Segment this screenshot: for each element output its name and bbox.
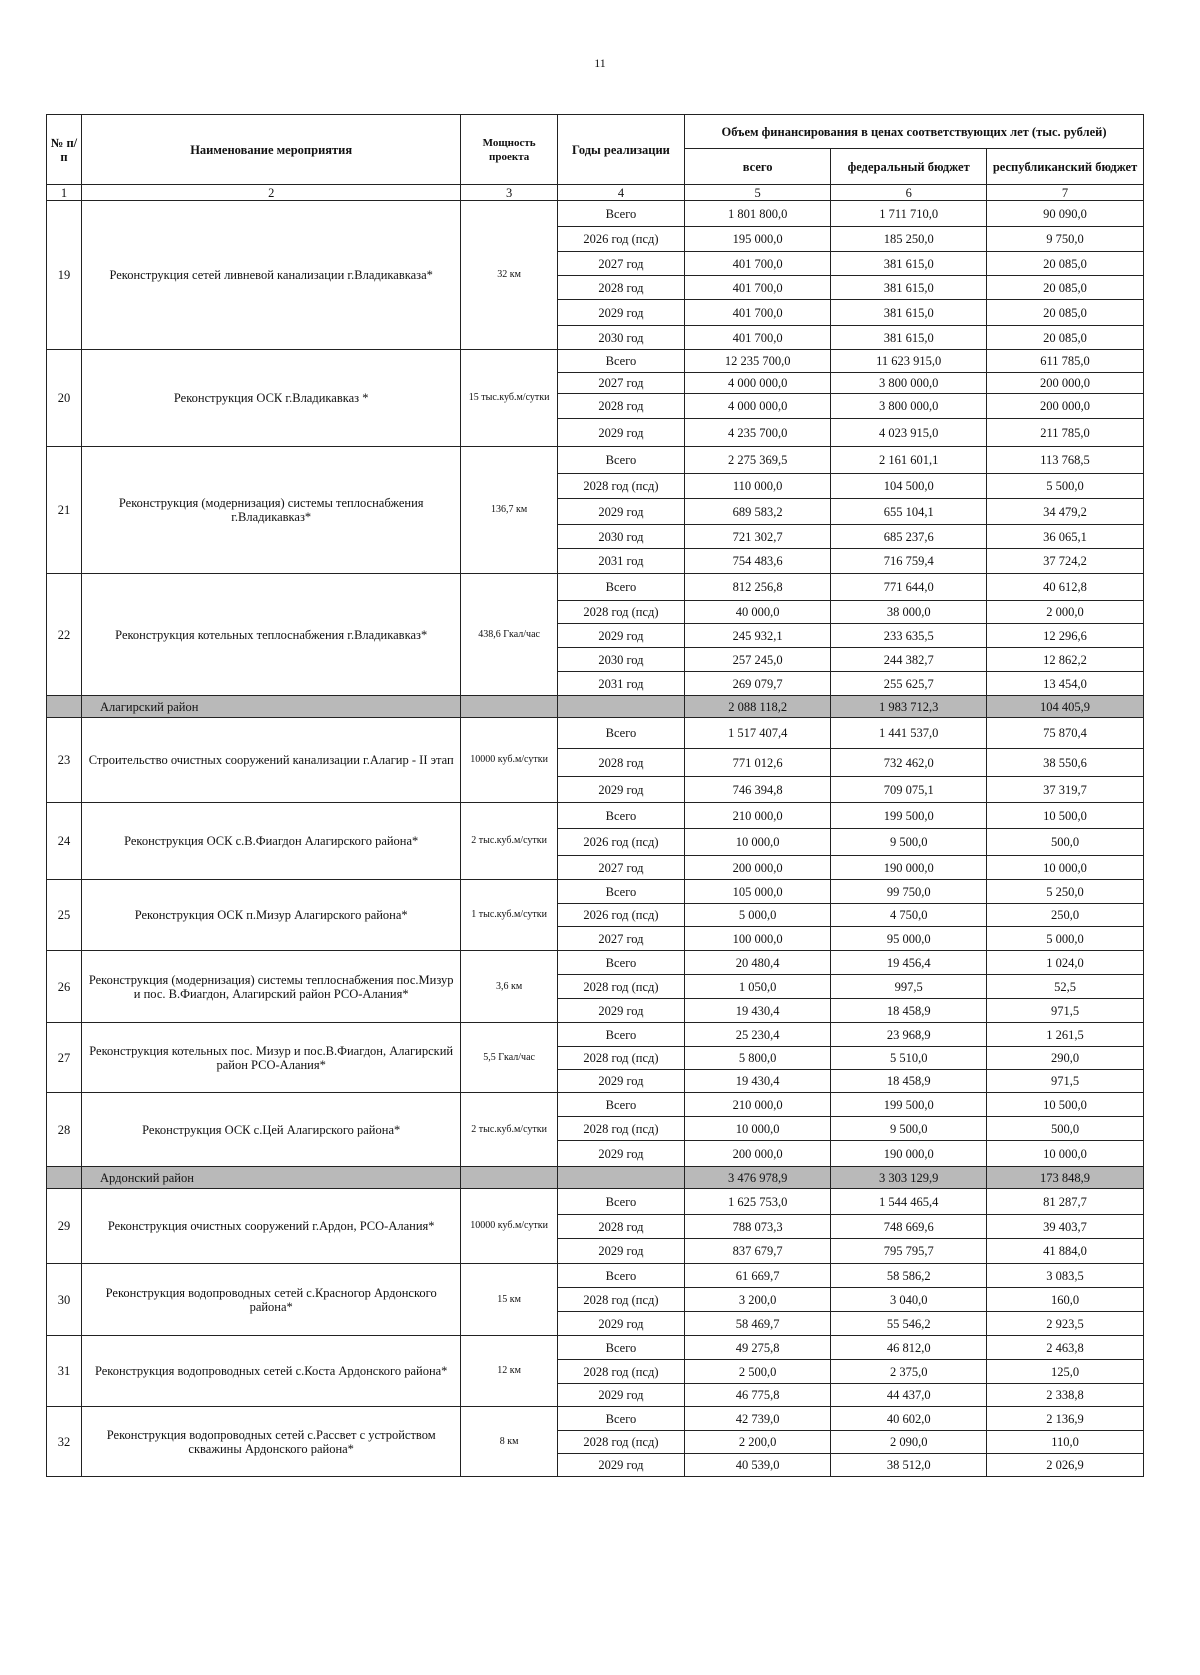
amount-federal: 1 544 465,4 [831, 1189, 987, 1215]
header-num: № п/п [47, 115, 82, 185]
year-label: 2030 год [557, 525, 684, 549]
amount-federal: 748 669,6 [831, 1215, 987, 1239]
district-federal: 3 303 129,9 [831, 1167, 987, 1189]
amount-republic: 20 085,0 [987, 326, 1144, 350]
amount-republic: 2 338,8 [987, 1384, 1144, 1407]
year-label: Всего [557, 1407, 684, 1431]
year-label: 2028 год (псд) [557, 601, 684, 624]
item-number: 29 [47, 1189, 82, 1264]
item-name: Строительство очистных сооружений канализации г.Алагир - II этап [81, 718, 460, 803]
amount-republic: 5 500,0 [987, 474, 1144, 499]
amount-total: 10 000,0 [685, 1117, 831, 1141]
table-row [47, 574, 1144, 601]
amount-republic: 211 785,0 [987, 419, 1144, 447]
amount-federal: 3 040,0 [831, 1288, 987, 1312]
amount-republic: 500,0 [987, 829, 1144, 856]
year-label: Всего [557, 718, 684, 749]
column-number: 5 [685, 185, 831, 201]
amount-total: 200 000,0 [685, 1141, 831, 1167]
amount-federal: 95 000,0 [831, 927, 987, 951]
amount-total: 4 235 700,0 [685, 419, 831, 447]
header-name: Наименование мероприятия [81, 115, 460, 185]
item-number: 21 [47, 447, 82, 574]
amount-total: 5 000,0 [685, 904, 831, 927]
table-row [47, 1093, 1144, 1117]
amount-total: 42 739,0 [685, 1407, 831, 1431]
amount-total: 25 230,4 [685, 1023, 831, 1047]
amount-total: 1 050,0 [685, 975, 831, 999]
amount-republic: 9 750,0 [987, 227, 1144, 252]
amount-total: 19 430,4 [685, 1070, 831, 1093]
amount-total: 837 679,7 [685, 1239, 831, 1264]
year-label: 2028 год (псд) [557, 975, 684, 999]
amount-republic: 160,0 [987, 1288, 1144, 1312]
amount-federal: 732 462,0 [831, 749, 987, 777]
amount-total: 245 932,1 [685, 624, 831, 648]
amount-republic: 290,0 [987, 1047, 1144, 1070]
amount-republic: 12 862,2 [987, 648, 1144, 672]
funding-table [46, 114, 1144, 1477]
table-body [47, 201, 1144, 1477]
item-power: 2 тыс.куб.м/сутки [461, 1093, 557, 1167]
year-label: 2029 год [557, 499, 684, 525]
amount-federal: 795 795,7 [831, 1239, 987, 1264]
amount-federal: 381 615,0 [831, 326, 987, 350]
district-total: 3 476 978,9 [685, 1167, 831, 1189]
item-name: Реконструкция ОСК г.Владикавказ * [81, 350, 460, 447]
item-power: 2 тыс.куб.м/сутки [461, 803, 557, 880]
amount-federal: 997,5 [831, 975, 987, 999]
district-total: 2 088 118,2 [685, 696, 831, 718]
amount-federal: 381 615,0 [831, 276, 987, 300]
item-number: 25 [47, 880, 82, 951]
year-label: Всего [557, 447, 684, 474]
year-label: 2026 год (псд) [557, 829, 684, 856]
amount-republic: 38 550,6 [987, 749, 1144, 777]
district-row [47, 696, 1144, 718]
year-label: 2030 год [557, 326, 684, 350]
year-label: Всего [557, 574, 684, 601]
amount-total: 2 500,0 [685, 1360, 831, 1384]
table-row [47, 951, 1144, 975]
item-number: 19 [47, 201, 82, 350]
amount-republic: 125,0 [987, 1360, 1144, 1384]
amount-republic: 971,5 [987, 999, 1144, 1023]
amount-total: 257 245,0 [685, 648, 831, 672]
table-row [47, 880, 1144, 904]
amount-republic: 2 026,9 [987, 1454, 1144, 1477]
year-label: 2028 год (псд) [557, 1288, 684, 1312]
item-name: Реконструкция ОСК с.В.Фиагдон Алагирского района* [81, 803, 460, 880]
header-total: всего [685, 149, 831, 185]
year-label: 2027 год [557, 927, 684, 951]
amount-total: 210 000,0 [685, 1093, 831, 1117]
amount-federal: 99 750,0 [831, 880, 987, 904]
amount-federal: 104 500,0 [831, 474, 987, 499]
amount-republic: 1 024,0 [987, 951, 1144, 975]
year-label: 2029 год [557, 1239, 684, 1264]
amount-republic: 40 612,8 [987, 574, 1144, 601]
item-name: Реконструкция водопроводных сетей с.Красногор Ардонского района* [81, 1264, 460, 1336]
item-name: Реконструкция (модернизация) системы теплоснабжения пос.Мизур и пос. В.Фиагдон, Алагирский район РСО-Алания* [81, 951, 460, 1023]
year-label: 2027 год [557, 856, 684, 880]
year-label: 2027 год [557, 252, 684, 276]
item-power: 5,5 Гкал/час [461, 1023, 557, 1093]
item-name: Реконструкция котельных пос. Мизур и пос.В.Фиагдон, Алагирский район РСО-Алания* [81, 1023, 460, 1093]
amount-federal: 199 500,0 [831, 1093, 987, 1117]
amount-total: 19 430,4 [685, 999, 831, 1023]
year-label: 2028 год [557, 749, 684, 777]
year-label: 2029 год [557, 1312, 684, 1336]
item-name: Реконструкция ОСК с.Цей Алагирского района* [81, 1093, 460, 1167]
column-numbers-row [47, 185, 1144, 201]
district-years-cell [557, 696, 684, 718]
amount-federal: 2 090,0 [831, 1431, 987, 1454]
year-label: 2028 год (псд) [557, 1360, 684, 1384]
amount-total: 20 480,4 [685, 951, 831, 975]
column-number: 1 [47, 185, 82, 201]
amount-federal: 38 512,0 [831, 1454, 987, 1477]
amount-republic: 2 136,9 [987, 1407, 1144, 1431]
year-label: 2029 год [557, 999, 684, 1023]
year-label: 2028 год [557, 394, 684, 419]
year-label: Всего [557, 1023, 684, 1047]
item-name: Реконструкция котельных теплоснабжения г.Владикавказ* [81, 574, 460, 696]
amount-republic: 2 923,5 [987, 1312, 1144, 1336]
amount-total: 49 275,8 [685, 1336, 831, 1360]
amount-total: 1 801 800,0 [685, 201, 831, 227]
amount-federal: 1 711 710,0 [831, 201, 987, 227]
amount-republic: 10 000,0 [987, 856, 1144, 880]
amount-total: 195 000,0 [685, 227, 831, 252]
item-name: Реконструкция сетей ливневой канализации г.Владикавказа* [81, 201, 460, 350]
district-republic: 173 848,9 [987, 1167, 1144, 1189]
amount-republic: 2 463,8 [987, 1336, 1144, 1360]
amount-federal: 255 625,7 [831, 672, 987, 696]
amount-total: 1 625 753,0 [685, 1189, 831, 1215]
item-power: 12 км [461, 1336, 557, 1407]
table-row [47, 803, 1144, 829]
amount-federal: 771 644,0 [831, 574, 987, 601]
amount-federal: 46 812,0 [831, 1336, 987, 1360]
item-power: 10000 куб.м/сутки [461, 718, 557, 803]
amount-total: 754 483,6 [685, 549, 831, 574]
district-years-cell [557, 1167, 684, 1189]
table-row [47, 1336, 1144, 1360]
year-label: 2028 год [557, 276, 684, 300]
amount-total: 40 539,0 [685, 1454, 831, 1477]
item-name: Реконструкция ОСК п.Мизур Алагирского района* [81, 880, 460, 951]
amount-republic: 75 870,4 [987, 718, 1144, 749]
year-label: 2028 год [557, 1215, 684, 1239]
amount-federal: 185 250,0 [831, 227, 987, 252]
header-years: Годы реализации [557, 115, 684, 185]
amount-total: 2 200,0 [685, 1431, 831, 1454]
amount-total: 2 275 369,5 [685, 447, 831, 474]
amount-federal: 11 623 915,0 [831, 350, 987, 373]
amount-federal: 23 968,9 [831, 1023, 987, 1047]
item-number: 22 [47, 574, 82, 696]
amount-republic: 1 261,5 [987, 1023, 1144, 1047]
amount-republic: 20 085,0 [987, 276, 1144, 300]
district-republic: 104 405,9 [987, 696, 1144, 718]
year-label: Всего [557, 803, 684, 829]
amount-total: 401 700,0 [685, 326, 831, 350]
item-number: 24 [47, 803, 82, 880]
item-name: Реконструкция (модернизация) системы теплоснабжения г.Владикавказ* [81, 447, 460, 574]
year-label: 2029 год [557, 1141, 684, 1167]
year-label: Всего [557, 201, 684, 227]
district-num-cell [47, 1167, 82, 1189]
year-label: 2029 год [557, 419, 684, 447]
amount-federal: 3 800 000,0 [831, 373, 987, 394]
amount-federal: 5 510,0 [831, 1047, 987, 1070]
amount-federal: 55 546,2 [831, 1312, 987, 1336]
header-federal: федеральный бюджет [831, 149, 987, 185]
amount-republic: 5 250,0 [987, 880, 1144, 904]
amount-federal: 381 615,0 [831, 300, 987, 326]
district-federal: 1 983 712,3 [831, 696, 987, 718]
amount-total: 401 700,0 [685, 300, 831, 326]
amount-total: 3 200,0 [685, 1288, 831, 1312]
amount-federal: 9 500,0 [831, 829, 987, 856]
year-label: 2031 год [557, 672, 684, 696]
header-funding: Объем финансирования в ценах соответствующих лет (тыс. рублей) [685, 115, 1144, 149]
amount-total: 5 800,0 [685, 1047, 831, 1070]
amount-total: 721 302,7 [685, 525, 831, 549]
amount-total: 788 073,3 [685, 1215, 831, 1239]
table-row [47, 350, 1144, 373]
header-power: Мощность проекта [461, 115, 557, 185]
amount-total: 12 235 700,0 [685, 350, 831, 373]
amount-republic: 12 296,6 [987, 624, 1144, 648]
amount-federal: 244 382,7 [831, 648, 987, 672]
item-number: 20 [47, 350, 82, 447]
amount-republic: 34 479,2 [987, 499, 1144, 525]
year-label: Всего [557, 1264, 684, 1288]
amount-republic: 250,0 [987, 904, 1144, 927]
item-power: 15 тыс.куб.м/сутки [461, 350, 557, 447]
amount-total: 10 000,0 [685, 829, 831, 856]
amount-republic: 10 500,0 [987, 803, 1144, 829]
year-label: 2030 год [557, 648, 684, 672]
year-label: Всего [557, 951, 684, 975]
amount-republic: 611 785,0 [987, 350, 1144, 373]
column-number: 7 [987, 185, 1144, 201]
amount-total: 746 394,8 [685, 777, 831, 803]
year-label: 2028 год (псд) [557, 1117, 684, 1141]
amount-federal: 709 075,1 [831, 777, 987, 803]
item-number: 30 [47, 1264, 82, 1336]
item-number: 28 [47, 1093, 82, 1167]
item-power: 1 тыс.куб.м/сутки [461, 880, 557, 951]
amount-federal: 3 800 000,0 [831, 394, 987, 419]
amount-total: 1 517 407,4 [685, 718, 831, 749]
amount-total: 40 000,0 [685, 601, 831, 624]
year-label: 2031 год [557, 549, 684, 574]
district-num-cell [47, 696, 82, 718]
amount-federal: 4 750,0 [831, 904, 987, 927]
amount-republic: 39 403,7 [987, 1215, 1144, 1239]
year-label: 2029 год [557, 777, 684, 803]
item-number: 26 [47, 951, 82, 1023]
amount-republic: 20 085,0 [987, 300, 1144, 326]
amount-total: 105 000,0 [685, 880, 831, 904]
amount-federal: 2 161 601,1 [831, 447, 987, 474]
item-number: 31 [47, 1336, 82, 1407]
amount-republic: 52,5 [987, 975, 1144, 999]
amount-total: 689 583,2 [685, 499, 831, 525]
amount-republic: 10 000,0 [987, 1141, 1144, 1167]
item-power: 15 км [461, 1264, 557, 1336]
table-row [47, 1189, 1144, 1215]
amount-total: 771 012,6 [685, 749, 831, 777]
year-label: 2029 год [557, 1070, 684, 1093]
amount-federal: 4 023 915,0 [831, 419, 987, 447]
column-number: 4 [557, 185, 684, 201]
district-power-cell [461, 696, 557, 718]
amount-federal: 233 635,5 [831, 624, 987, 648]
amount-republic: 200 000,0 [987, 373, 1144, 394]
district-power-cell [461, 1167, 557, 1189]
year-label: 2027 год [557, 373, 684, 394]
year-label: Всего [557, 350, 684, 373]
amount-federal: 1 441 537,0 [831, 718, 987, 749]
amount-federal: 18 458,9 [831, 999, 987, 1023]
amount-total: 200 000,0 [685, 856, 831, 880]
amount-republic: 3 083,5 [987, 1264, 1144, 1288]
page-number: 11 [594, 56, 606, 70]
item-power: 10000 куб.м/сутки [461, 1189, 557, 1264]
amount-republic: 13 454,0 [987, 672, 1144, 696]
amount-federal: 685 237,6 [831, 525, 987, 549]
amount-republic: 10 500,0 [987, 1093, 1144, 1117]
amount-total: 4 000 000,0 [685, 373, 831, 394]
amount-republic: 2 000,0 [987, 601, 1144, 624]
amount-total: 110 000,0 [685, 474, 831, 499]
item-number: 27 [47, 1023, 82, 1093]
item-power: 32 км [461, 201, 557, 350]
amount-republic: 81 287,7 [987, 1189, 1144, 1215]
amount-total: 210 000,0 [685, 803, 831, 829]
district-name: Алагирский район [81, 696, 460, 718]
item-name: Реконструкция очистных сооружений г.Ардон, РСО-Алания* [81, 1189, 460, 1264]
amount-republic: 5 000,0 [987, 927, 1144, 951]
table-row [47, 447, 1144, 474]
year-label: 2029 год [557, 300, 684, 326]
amount-federal: 40 602,0 [831, 1407, 987, 1431]
amount-federal: 18 458,9 [831, 1070, 987, 1093]
amount-total: 269 079,7 [685, 672, 831, 696]
amount-republic: 971,5 [987, 1070, 1144, 1093]
year-label: Всего [557, 880, 684, 904]
table-row [47, 1023, 1144, 1047]
amount-federal: 58 586,2 [831, 1264, 987, 1288]
amount-republic: 37 724,2 [987, 549, 1144, 574]
item-name: Реконструкция водопроводных сетей с.Рассвет с устройством скважины Ардонского района* [81, 1407, 460, 1477]
column-number: 6 [831, 185, 987, 201]
amount-federal: 381 615,0 [831, 252, 987, 276]
amount-federal: 44 437,0 [831, 1384, 987, 1407]
amount-republic: 500,0 [987, 1117, 1144, 1141]
table-row [47, 1407, 1144, 1431]
amount-republic: 200 000,0 [987, 394, 1144, 419]
amount-federal: 190 000,0 [831, 1141, 987, 1167]
amount-federal: 19 456,4 [831, 951, 987, 975]
year-label: 2028 год (псд) [557, 1047, 684, 1070]
year-label: Всего [557, 1336, 684, 1360]
year-label: 2026 год (псд) [557, 227, 684, 252]
amount-republic: 20 085,0 [987, 252, 1144, 276]
year-label: 2029 год [557, 624, 684, 648]
item-power: 8 км [461, 1407, 557, 1477]
item-number: 32 [47, 1407, 82, 1477]
header-republic: республиканский бюджет [987, 149, 1144, 185]
item-power: 3,6 км [461, 951, 557, 1023]
amount-federal: 199 500,0 [831, 803, 987, 829]
year-label: 2026 год (псд) [557, 904, 684, 927]
item-power: 136,7 км [461, 447, 557, 574]
column-number: 2 [81, 185, 460, 201]
amount-republic: 113 768,5 [987, 447, 1144, 474]
item-number: 23 [47, 718, 82, 803]
year-label: 2029 год [557, 1454, 684, 1477]
amount-republic: 36 065,1 [987, 525, 1144, 549]
amount-federal: 2 375,0 [831, 1360, 987, 1384]
item-name: Реконструкция водопроводных сетей с.Коста Ардонского района* [81, 1336, 460, 1407]
amount-total: 812 256,8 [685, 574, 831, 601]
year-label: 2028 год (псд) [557, 474, 684, 499]
table-row [47, 201, 1144, 227]
amount-republic: 110,0 [987, 1431, 1144, 1454]
district-row [47, 1167, 1144, 1189]
year-label: 2028 год (псд) [557, 1431, 684, 1454]
year-label: 2029 год [557, 1384, 684, 1407]
amount-republic: 37 319,7 [987, 777, 1144, 803]
amount-republic: 41 884,0 [987, 1239, 1144, 1264]
district-name: Ардонский район [81, 1167, 460, 1189]
amount-total: 46 775,8 [685, 1384, 831, 1407]
amount-federal: 655 104,1 [831, 499, 987, 525]
amount-federal: 190 000,0 [831, 856, 987, 880]
amount-federal: 716 759,4 [831, 549, 987, 574]
amount-total: 4 000 000,0 [685, 394, 831, 419]
year-label: Всего [557, 1093, 684, 1117]
amount-total: 100 000,0 [685, 927, 831, 951]
amount-federal: 9 500,0 [831, 1117, 987, 1141]
amount-total: 401 700,0 [685, 252, 831, 276]
amount-total: 401 700,0 [685, 276, 831, 300]
year-label: Всего [557, 1189, 684, 1215]
table-row [47, 1264, 1144, 1288]
amount-federal: 38 000,0 [831, 601, 987, 624]
table-row [47, 718, 1144, 749]
item-power: 438,6 Гкал/час [461, 574, 557, 696]
column-number: 3 [461, 185, 557, 201]
amount-total: 58 469,7 [685, 1312, 831, 1336]
amount-total: 61 669,7 [685, 1264, 831, 1288]
amount-republic: 90 090,0 [987, 201, 1144, 227]
